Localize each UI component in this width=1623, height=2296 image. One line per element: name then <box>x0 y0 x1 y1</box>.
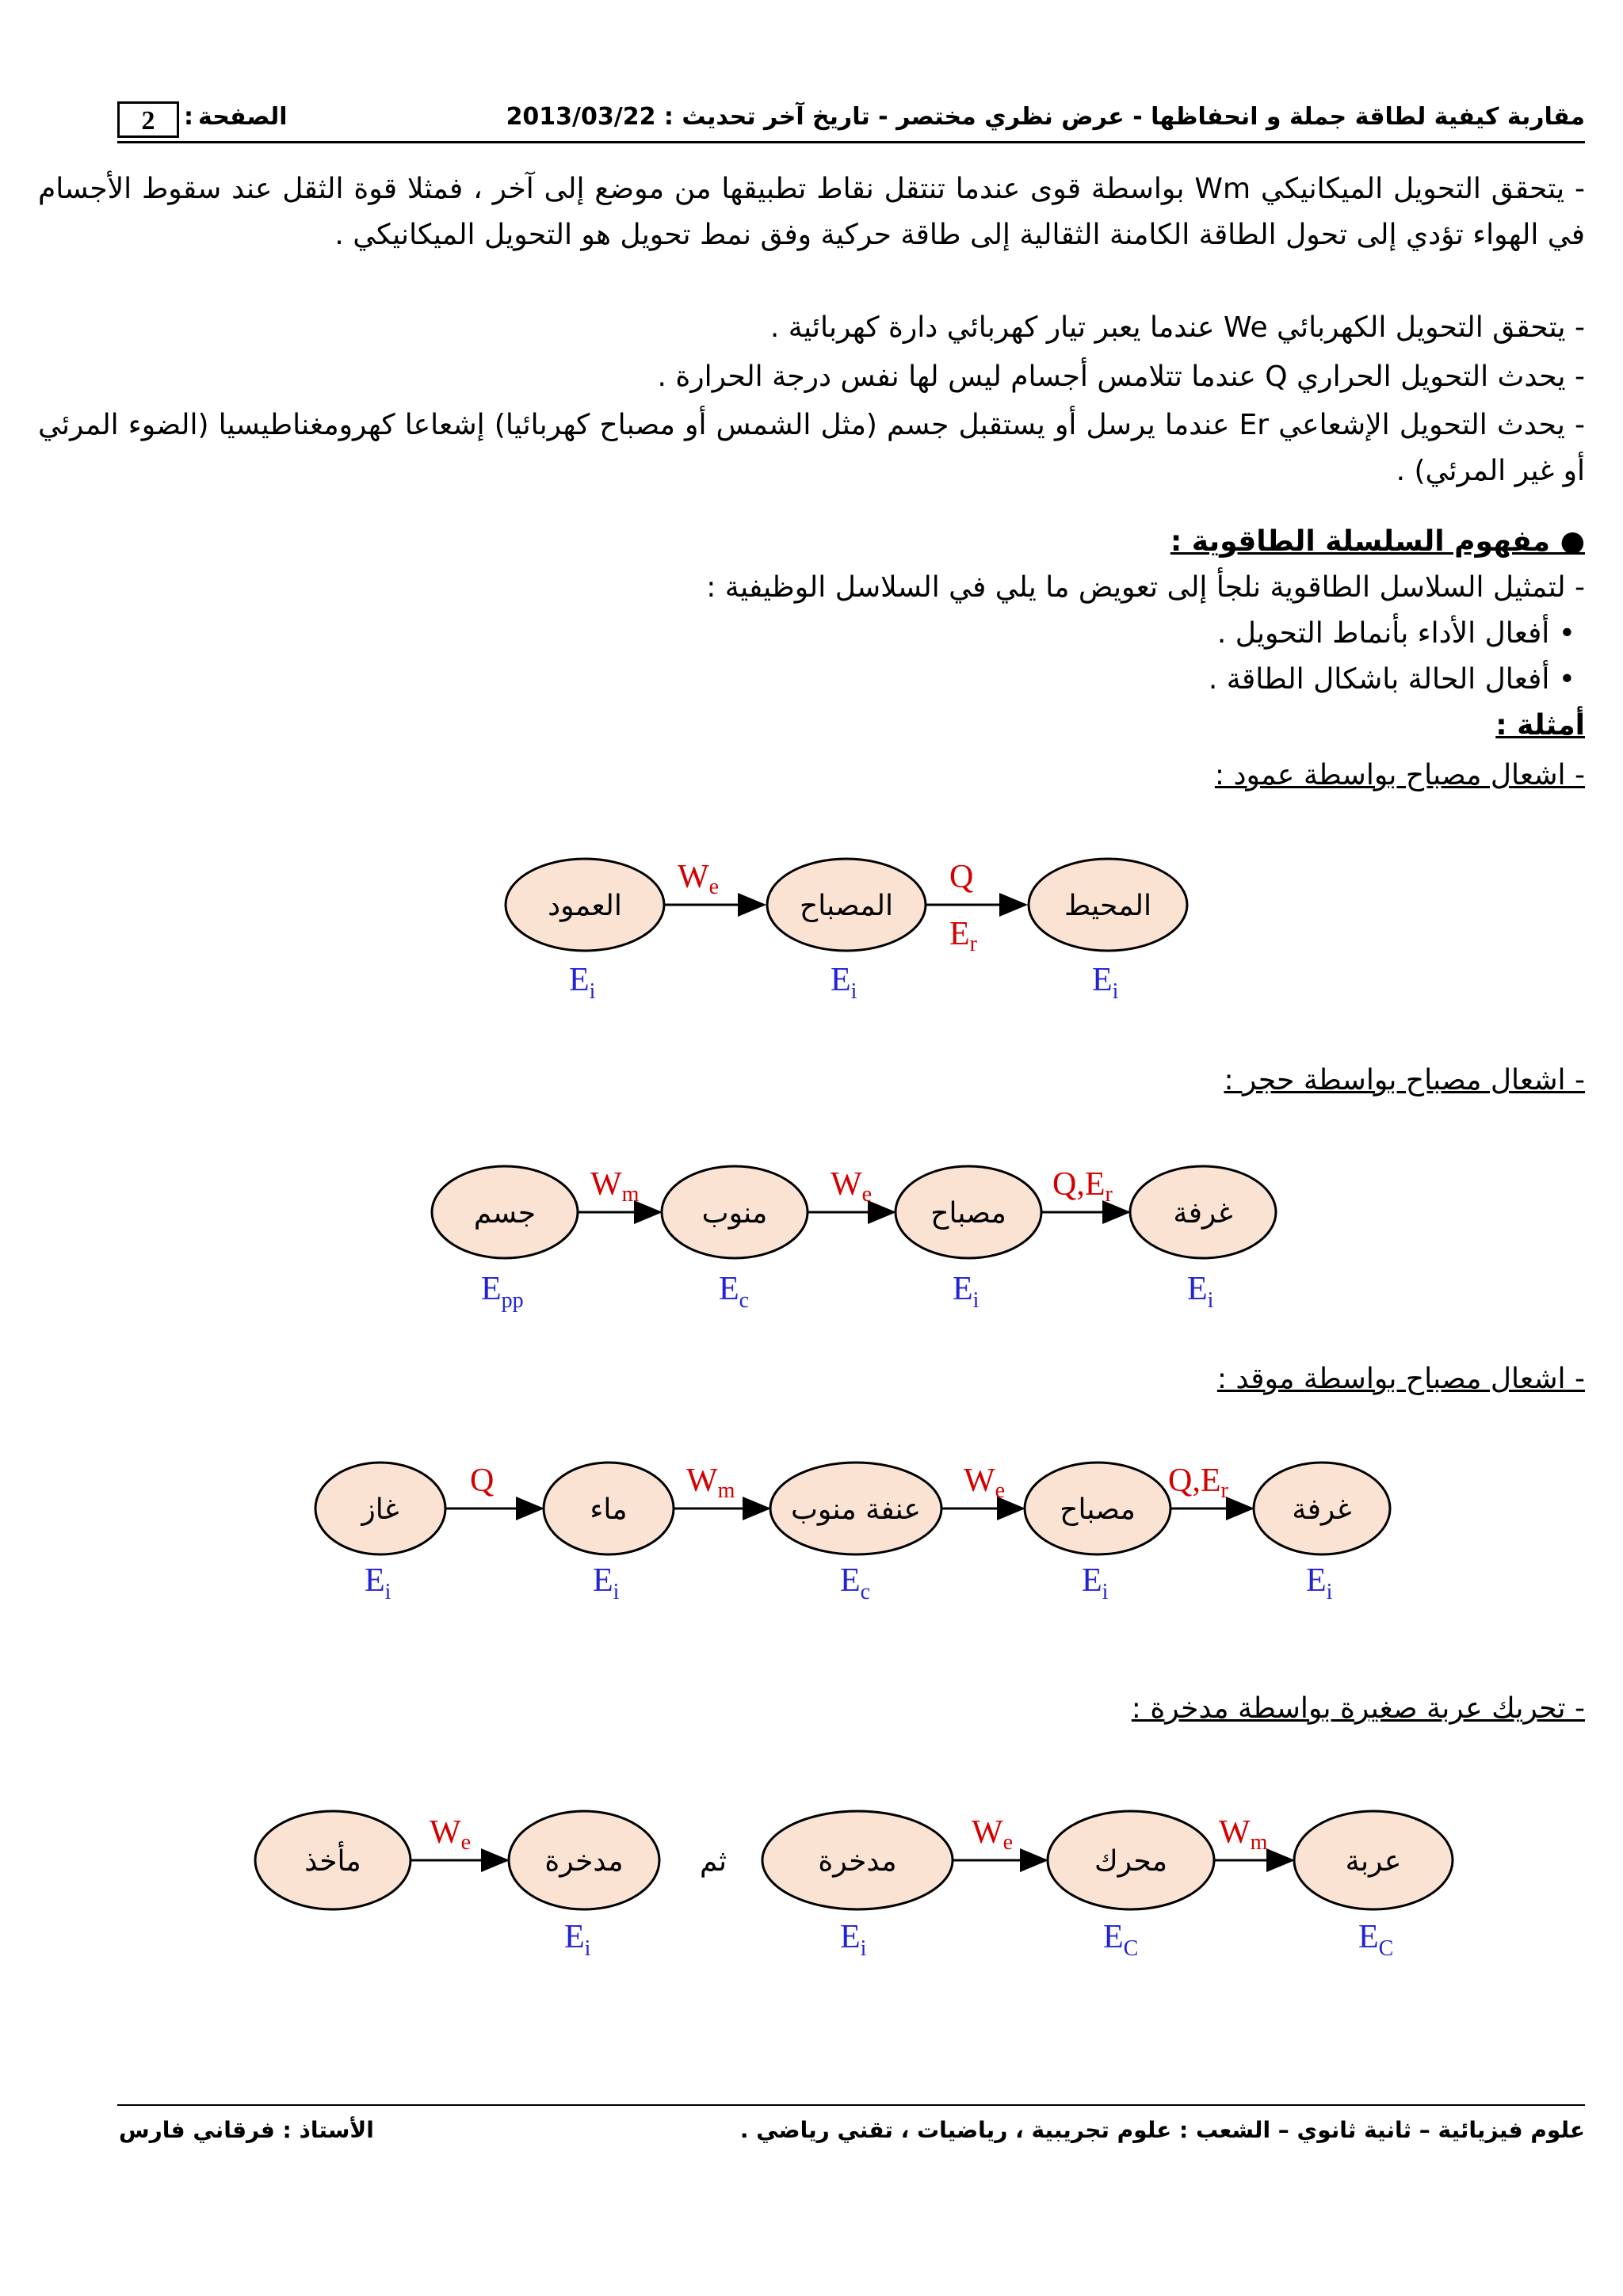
transfer-mode-label: Q <box>949 859 974 895</box>
concept-intro-line: - لتمثيل السلاسل الطاقوية نلجأ إلى تعويض ما يلي في السلاسل الوظيفية : <box>706 571 1585 604</box>
energy-form-label: $E_{pp}$ <box>481 1271 524 1313</box>
transfer-mode-label: We <box>430 1814 472 1855</box>
then-label: ثم <box>700 1845 727 1878</box>
transfer-mode-label: Er <box>949 916 977 956</box>
footer-teacher-name: فرقاني فارس <box>119 2117 275 2143</box>
transfer-mode-label: We <box>964 1463 1006 1503</box>
page-colon: : <box>184 103 193 131</box>
paragraph-mechanical-transfer: - يتحقق التحويل الميكانيكي Wm بواسطة قوى عندما تنتقل نقاط تطبيقها من موضع إلى آخر ، فمثلا قوة الثقل عند سقوط الأجسام في الهواء تؤدي إلى تحول الطاقة الكامنة الثقالية إلى طاقة حركية وفق نمط تحويل هو التحويل الميكانيكي . <box>38 173 1585 251</box>
paragraph-electrical-transfer: - يتحقق التحويل الكهربائي We عندما يعبر تيار كهربائي دارة كهربائية . <box>769 311 1585 344</box>
energy-form-label: $E_i$ <box>1092 962 1119 1004</box>
node-label: ماء <box>590 1493 628 1526</box>
node-label: محرك <box>1094 1845 1168 1878</box>
footer-subject: علوم فيزيائية – ثانية ثانوي – الشعب : علوم تجريبية ، رياضيات ، تقني رياضي . <box>739 2117 1585 2143</box>
node-label: غاز <box>361 1493 399 1526</box>
energy-form-label: $E_i$ <box>1187 1271 1214 1313</box>
transfer-mode-label: Wm <box>686 1463 735 1503</box>
energy-form-label: $E_c$ <box>719 1271 750 1313</box>
node-label: العمود <box>548 890 622 922</box>
footer-teacher: الأستاذ : فرقاني فارس <box>119 2117 374 2143</box>
footer-rule <box>117 2104 1585 2106</box>
energy-form-label: $E_i$ <box>593 1562 620 1604</box>
node-label: مأخذ <box>304 1845 361 1878</box>
node-label: منوب <box>701 1197 768 1230</box>
transfer-mode-label: Q,Er <box>1168 1463 1228 1503</box>
node-label: المصباح <box>799 890 894 922</box>
document-header-title: مقاربة كيفية لطاقة جملة و انحفاظها - عرض نظري مختصر - تاريخ آخر تحديث : 2013/03/22 <box>506 103 1585 131</box>
transfer-mode-label: We <box>678 859 720 899</box>
energy-form-label: $E_C$ <box>1358 1919 1394 1961</box>
energy-form-label: $E_C$ <box>1103 1919 1139 1961</box>
node-label: عنفة منوب <box>791 1493 921 1526</box>
concept-bullet-2: • أفعال الحالة باشكال الطاقة . <box>1208 663 1575 696</box>
transfer-mode-label: Q <box>470 1463 495 1499</box>
concept-bullet-1: • أفعال الأداء بأنماط التحويل . <box>1216 617 1575 650</box>
example-3-energy-chain <box>0 1442 1623 1608</box>
footer-teacher-label: الأستاذ <box>299 2117 374 2143</box>
node-label: عربة <box>1345 1845 1402 1878</box>
example-4-energy-chain <box>0 1791 1623 1973</box>
node-label: مدخرة <box>818 1845 897 1878</box>
energy-form-label: $E_i$ <box>840 1919 867 1961</box>
example-2-energy-chain <box>0 1149 1623 1331</box>
node-label: مصباح <box>930 1197 1006 1230</box>
page-label: الصفحة <box>198 103 288 131</box>
transfer-mode-label: Wm <box>590 1166 640 1207</box>
example-1-caption: - اشعال مصباح بواسطة عمود : <box>1214 759 1585 791</box>
paragraph-thermal-transfer: - يحدث التحويل الحراري Q عندما تتلامس أجسام ليس لها نفس درجة الحرارة . <box>657 360 1585 393</box>
node-label: غرفة <box>1292 1493 1352 1526</box>
example-1-energy-chain <box>0 840 1623 1030</box>
energy-form-label: $E_i$ <box>564 1919 591 1961</box>
paragraph-radiant-transfer: - يحدث التحويل الإشعاعي Er عندما يرسل أو يستقبل جسم (مثل الشمس أو مصباح كهربائيا) إشعاعا كهرومغناطيسيا (الضوء المرئي أو غير المرئي) . <box>38 409 1586 487</box>
node-label: المحيط <box>1064 890 1152 922</box>
energy-form-label: $E_i$ <box>831 962 857 1004</box>
energy-form-label: $E_i$ <box>1306 1562 1333 1604</box>
node-label: غرفة <box>1173 1197 1233 1230</box>
energy-form-label: $E_i$ <box>569 962 596 1004</box>
energy-form-label: $E_i$ <box>1082 1562 1109 1604</box>
transfer-mode-label: Q,Er <box>1052 1166 1113 1207</box>
transfer-mode-label: We <box>972 1814 1014 1855</box>
energy-form-label: $E_c$ <box>840 1562 871 1604</box>
energy-form-label: $E_i$ <box>365 1562 391 1604</box>
header-rule <box>117 141 1585 143</box>
concept-heading: ● مفهوم السلسلة الطاقوية : <box>1170 525 1585 558</box>
node-label: مدخرة <box>544 1845 624 1878</box>
node-label: مصباح <box>1060 1493 1136 1526</box>
energy-form-label: $E_i$ <box>953 1271 980 1313</box>
examples-heading: أمثلة : <box>1495 709 1585 742</box>
example-3-caption: - اشعال مصباح بواسطة موقد : <box>1216 1363 1585 1395</box>
node-label: جسم <box>473 1197 537 1230</box>
example-2-caption: - اشعال مصباح بواسطة حجر : <box>1224 1064 1585 1097</box>
transfer-mode-label: We <box>831 1166 873 1207</box>
example-4-caption: - تحريك عربة صغيرة بواسطة مدخرة : <box>1131 1692 1585 1725</box>
page-number: 2 <box>117 101 179 138</box>
transfer-mode-label: Wm <box>1219 1814 1268 1855</box>
